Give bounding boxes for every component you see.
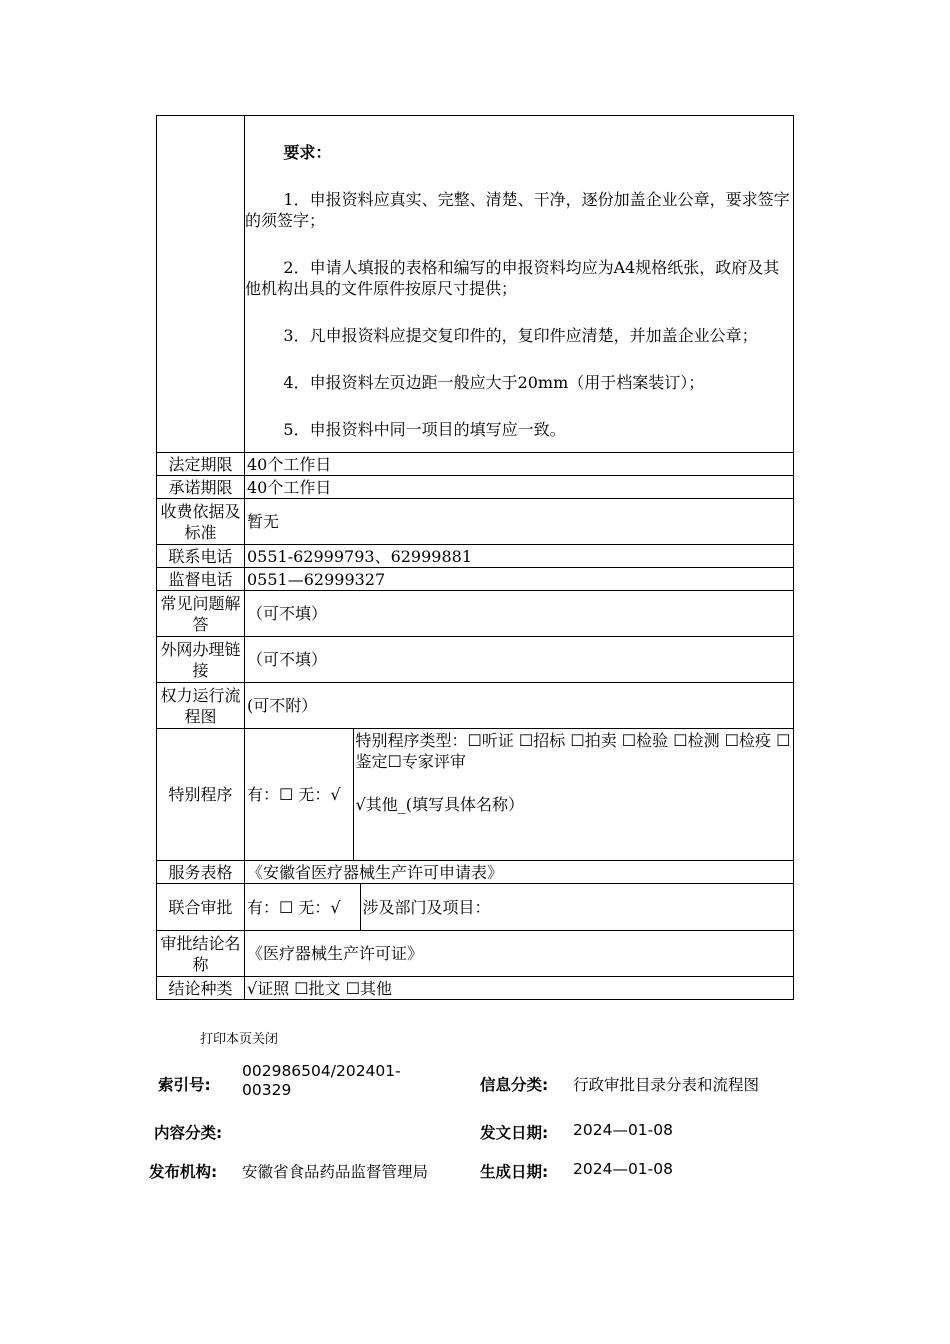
date-value: 2024—01-08 bbox=[573, 1121, 673, 1139]
joint-inner-table bbox=[245, 884, 793, 930]
joint-label: 联合审批 bbox=[157, 884, 245, 931]
contact-phone-value: 0551-62999793、62999881 bbox=[245, 545, 794, 568]
print-link[interactable]: 打印本页 bbox=[200, 1032, 253, 1047]
info-value: 行政审批目录分表和流程图 bbox=[573, 1076, 760, 1094]
online-link-value: （可不填） bbox=[245, 637, 794, 683]
special-types-text: 特别程序类型：☐听证 ☐招标 ☐拍卖 ☐检验 ☐检测 ☐检疫 ☐鉴定☐专家评审 bbox=[355, 731, 791, 771]
conclusion-name-value: 《医疗器械生产许可证》 bbox=[245, 931, 794, 977]
joint-dept-value: 涉及部门及项目： bbox=[360, 884, 793, 930]
special-label: 特别程序 bbox=[157, 729, 245, 861]
special-cell bbox=[245, 729, 794, 861]
joint-has-value: 有：☐ 无：√ bbox=[247, 897, 341, 917]
joint-cell bbox=[245, 884, 794, 931]
contact-phone-label: 联系电话 bbox=[157, 545, 245, 568]
promised-period-label: 承诺期限 bbox=[157, 476, 245, 499]
requirement-item: 3．凡申报资料应提交复印件的，复印件应清楚，并加盖企业公章； bbox=[283, 326, 758, 345]
faq-label: 常见问题解答 bbox=[157, 591, 245, 637]
supervise-phone-value: 0551—62999327 bbox=[245, 568, 794, 591]
requirement-item: 5．申报资料中同一项目的填写应一致。 bbox=[283, 420, 566, 439]
flowchart-label: 权力运行流程图 bbox=[157, 683, 245, 729]
faq-value: （可不填） bbox=[245, 591, 794, 637]
requirements-heading: 要求： bbox=[283, 143, 332, 162]
requirement-item: 4．申报资料左页边距一般应大于20mm（用于档案装订）； bbox=[283, 373, 705, 392]
index-value: 002986504/202401-00329 bbox=[242, 1062, 401, 1099]
content-label: 内容分类: bbox=[154, 1124, 223, 1142]
promised-period-value: 40个工作日 bbox=[245, 476, 794, 499]
legal-period-label: 法定期限 bbox=[157, 453, 245, 476]
index-label: 索引号: bbox=[158, 1076, 211, 1094]
close-link[interactable]: 关闭 bbox=[252, 1032, 279, 1047]
date-label: 发文日期: bbox=[480, 1124, 549, 1142]
requirements-cell bbox=[245, 116, 794, 453]
gen-date-label: 生成日期: bbox=[480, 1163, 549, 1181]
publisher-label: 发布机构: bbox=[149, 1163, 218, 1181]
requirements-label-cell bbox=[157, 116, 245, 453]
requirement-item: 2．申请人填报的表格和编写的申报资料均应为A4规格纸张，政府及其他机构出具的文件原件按原尺寸提供； bbox=[245, 258, 780, 298]
online-link-label: 外网办理链接 bbox=[157, 637, 245, 683]
service-guide-table bbox=[156, 115, 794, 1000]
flowchart-value: (可不附） bbox=[245, 683, 794, 729]
legal-period-value: 40个工作日 bbox=[245, 453, 794, 476]
conclusion-type-value: √证照 ☐批文 ☐其他 bbox=[245, 977, 794, 1000]
gen-date-value: 2024—01-08 bbox=[573, 1160, 673, 1178]
special-has-value: 有：☐ 无：√ bbox=[247, 785, 341, 804]
fee-value: 暂无 bbox=[245, 499, 794, 545]
publisher-value: 安徽省食品药品监督管理局 bbox=[242, 1163, 429, 1181]
supervise-phone-label: 监督电话 bbox=[157, 568, 245, 591]
special-other-text: √其他_(填写具体名称） bbox=[355, 795, 524, 814]
footer-links bbox=[200, 1028, 278, 1047]
conclusion-name-label: 审批结论名称 bbox=[157, 931, 245, 977]
conclusion-type-label: 结论种类 bbox=[157, 977, 245, 1000]
requirement-item: 1．申报资料应真实、完整、清楚、干净，逐份加盖企业公章，要求签字的须签字； bbox=[245, 190, 790, 230]
fee-label: 收费依据及标准 bbox=[157, 499, 245, 545]
service-form-label: 服务表格 bbox=[157, 861, 245, 884]
service-form-value: 《安徽省医疗器械生产许可申请表》 bbox=[245, 861, 794, 884]
info-label: 信息分类: bbox=[480, 1076, 549, 1094]
special-types-cell bbox=[353, 729, 793, 860]
special-inner-table bbox=[245, 729, 793, 860]
